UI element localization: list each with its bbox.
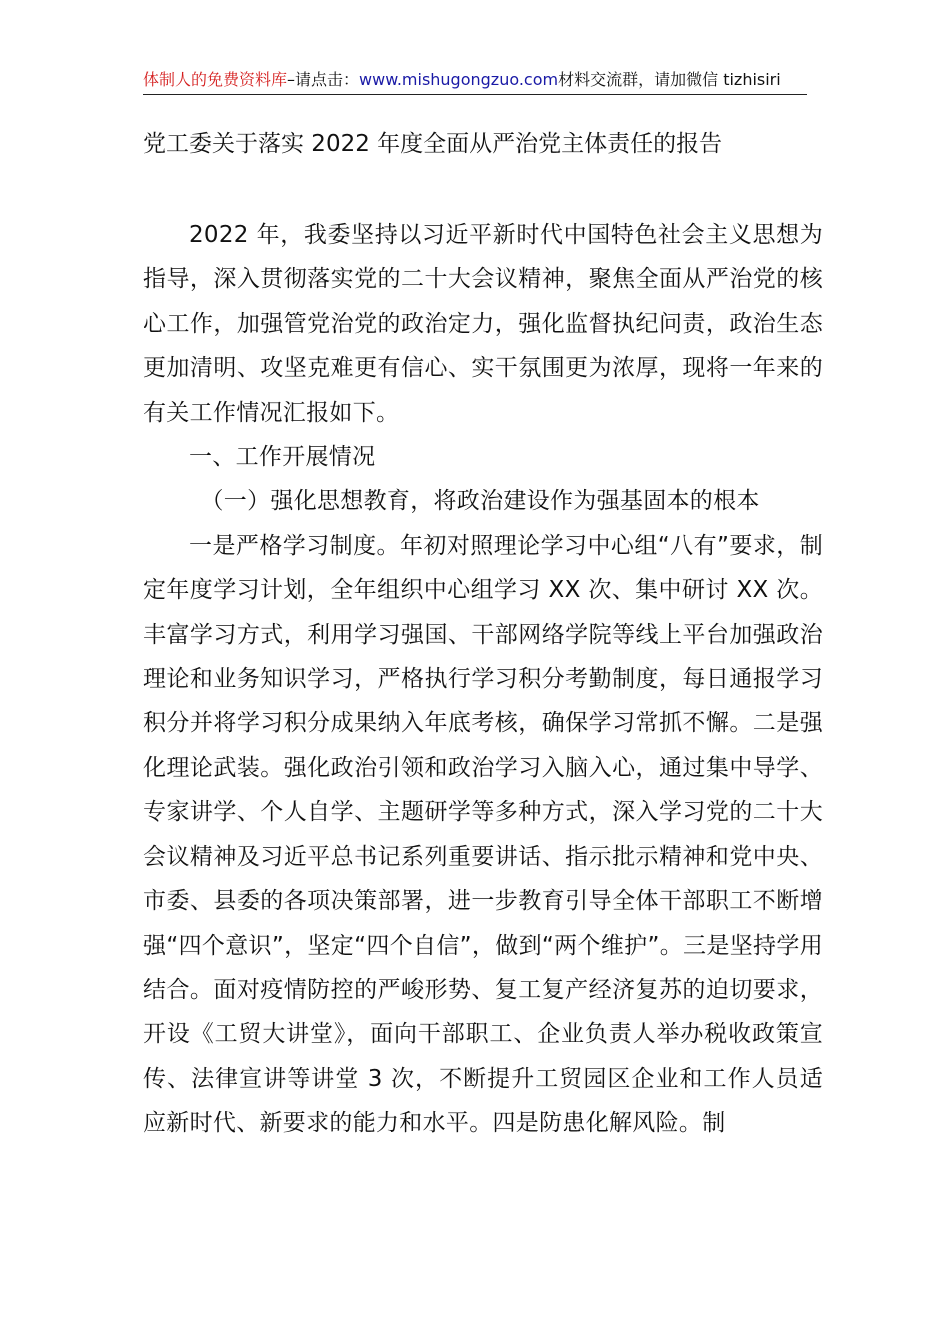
document-body xyxy=(143,213,823,1146)
intro-paragraph: 2022 年，我委坚持以习近平新时代中国特色社会主义思想为指导，深入贯彻落实党的二十大会议精神，聚焦全面从严治党的核心工作，加强管党治党的政治定力，强化监督执纪问责，政治生态更加清明、攻坚克难更有信心、实干氛围更为浓厚，现将一年来的有关工作情况汇报如下。 xyxy=(143,222,823,426)
header-note: 材料交流群，请加微信 tizhisiri xyxy=(558,70,781,89)
header-prompt: –请点击： xyxy=(287,70,360,89)
subsection-heading: （一）强化思想教育，将政治建设作为强基固本的根本 xyxy=(200,488,760,515)
header-brand: 体制人的免费资料库 xyxy=(143,70,288,89)
body-paragraph: 一是严格学习制度。年初对照理论学习中心组“八有”要求，制定年度学习计划，全年组织中心组学习 XX 次、集中研讨 XX 次。丰富学习方式，利用学习强国、干部网络学院等线上平台加强政治理论和业务知识学习，严格执行学习积分考勤制度，每日通报学习积分并将学习积分成果纳入年底考核，确保学习常抓不懈。二是强化理论武装。强化政治引领和政治学习入脑入心，通过集中导学、专家讲学、个人自学、主题研学等多种方式，深入学习党的二十大会议精神及习近平总书记系列重要讲话、指示批示精神和党中央、市委、县委的各项决策部署，进一步教育引导全体干部职工不断增强“四个意识”，坚定“四个自信”，做到“两个维护”。三是坚持学用结合。面对疫情防控的严峻形势、复工复产经济复苏的迫切要求，开设《工贸大讲堂》，面向干部职工、企业负责人举办税收政策宣传、法律宣讲等讲堂 3 次，不断提升工贸园区企业和工作人员适应新时代、新要求的能力和水平。四是防患化解风险。制 xyxy=(143,532,823,1137)
section-heading: 一、工作开展情况 xyxy=(189,444,376,471)
document-title: 党工委关于落实 2022 年度全面从严治党主体责任的报告 xyxy=(143,131,723,157)
header-url-link[interactable]: www.mishugongzuo.com xyxy=(359,70,559,89)
page-header xyxy=(143,66,807,95)
